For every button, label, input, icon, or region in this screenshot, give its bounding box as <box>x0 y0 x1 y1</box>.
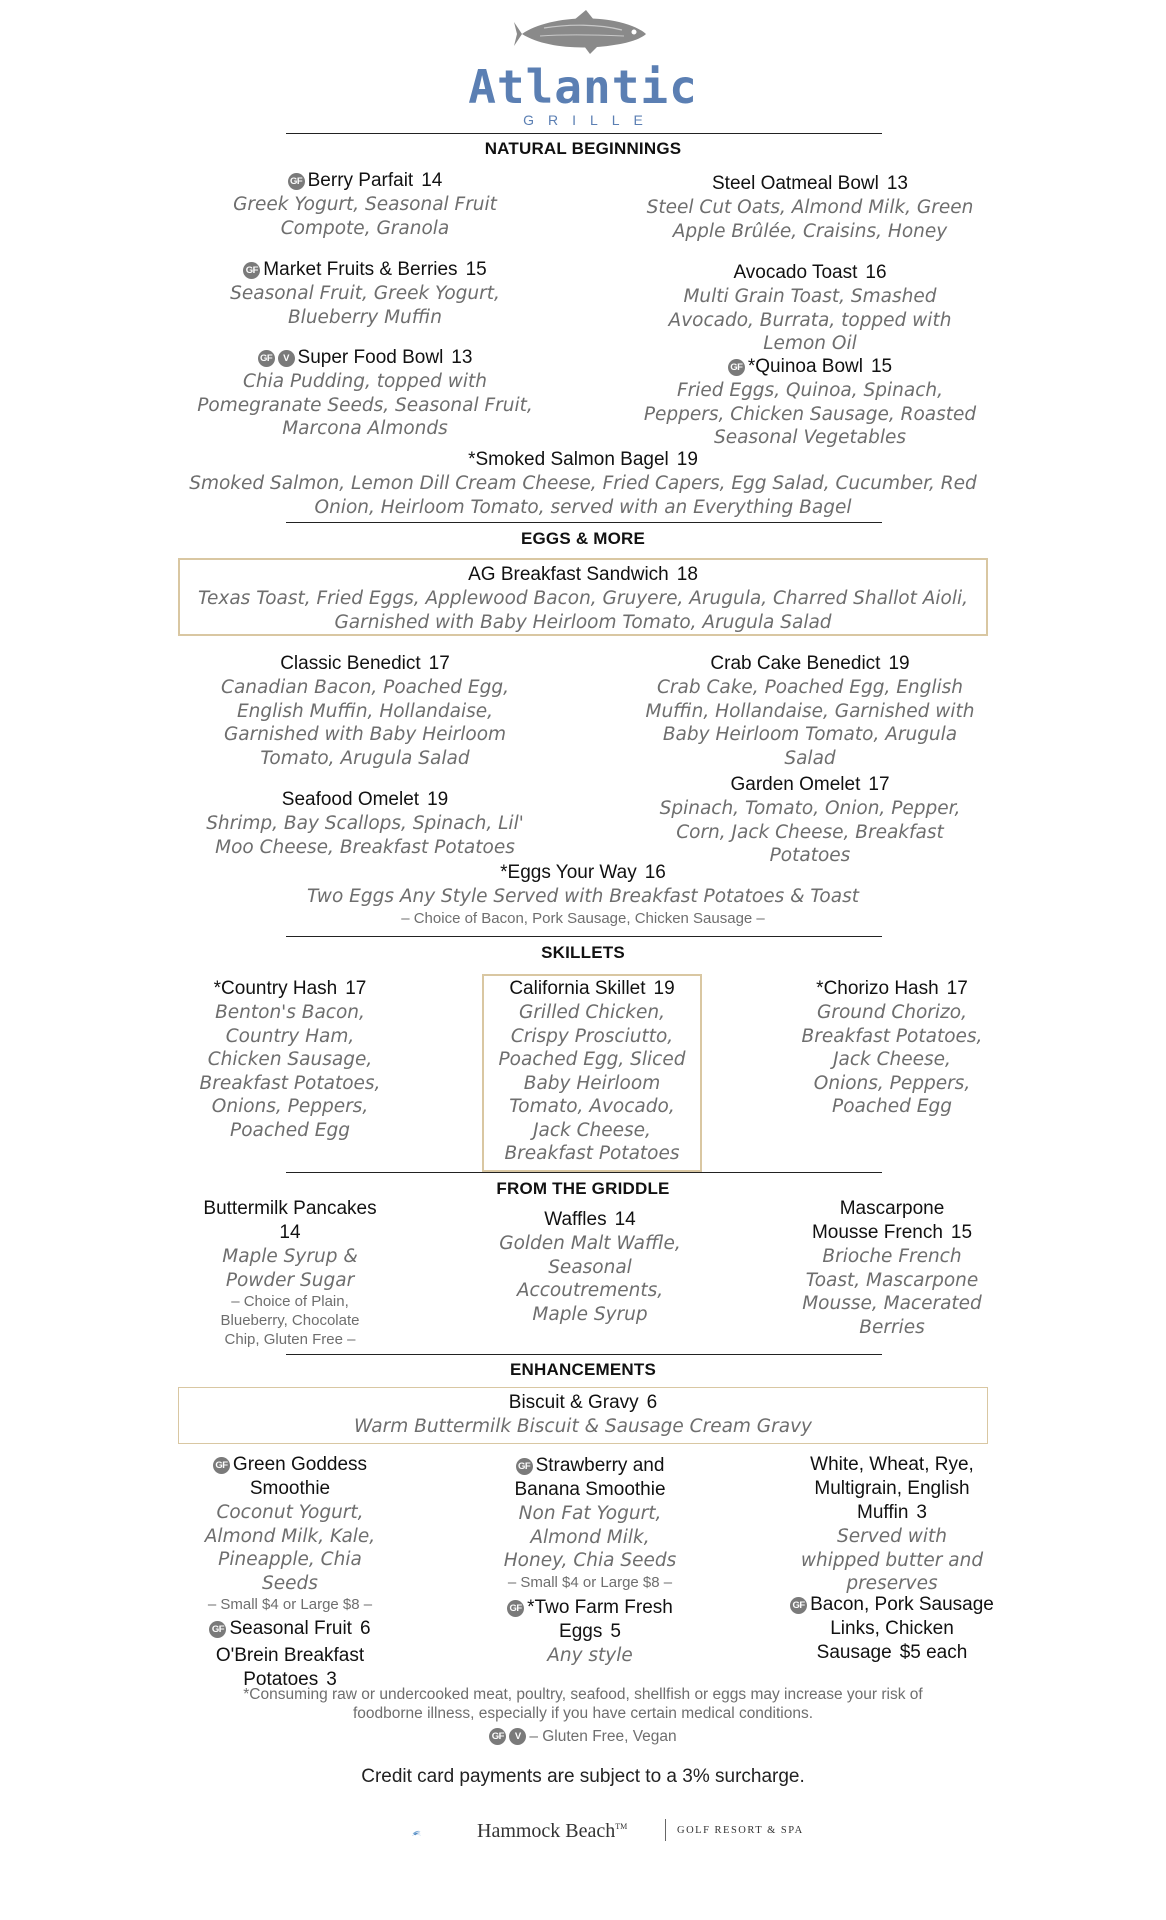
item-description: Garnished with Baby Heirloom <box>223 724 507 745</box>
item-price: 14 <box>421 170 443 191</box>
item-price: 5 <box>610 1621 621 1642</box>
item-description: Seasonal <box>548 1256 632 1278</box>
menu-item-chorizo-hash <box>772 977 1012 1119</box>
menu-item-eggs-your-way <box>160 861 1006 928</box>
item-description: Avocado, Burrata, topped with <box>668 309 952 331</box>
item-note: – Choice of Plain, <box>231 1293 349 1310</box>
item-description: Toast, Mascarpone <box>805 1269 979 1291</box>
menu-item-super-food-bowl <box>180 346 550 441</box>
item-name: Seasonal Fruit <box>229 1618 352 1639</box>
trademark-mark: TM <box>615 1822 628 1831</box>
vegan-icon: V <box>509 1728 526 1745</box>
menu-item-seasonal-fruit <box>170 1617 410 1641</box>
item-note: Chip, Gluten Free – <box>224 1331 356 1348</box>
menu-item-classic-benedict <box>180 652 550 770</box>
item-description: Steel Cut Oats, Almond Milk, Green <box>646 197 974 218</box>
item-name: Bacon, Pork Sausage <box>810 1594 994 1615</box>
section-rule <box>286 522 882 523</box>
item-description: Almond Milk, Kale, <box>204 1525 376 1547</box>
item-price: 15 <box>870 356 893 377</box>
item-description: Jack Cheese, <box>533 1119 651 1141</box>
consumer-advisory-line: foodborne illness, especially if you have certain medical conditions. <box>352 1705 814 1722</box>
item-description: Seeds <box>262 1572 318 1594</box>
item-price: 6 <box>646 1392 658 1413</box>
menu-item-mascarpone-mousse-french <box>772 1197 1012 1339</box>
item-price: 15 <box>465 259 487 280</box>
brand-subtitle: GRILLE <box>523 112 657 128</box>
item-description: Spinach, Tomato, Onion, Pepper, <box>659 798 961 819</box>
item-description: Berries <box>859 1316 925 1338</box>
item-name: *Two Farm Fresh <box>527 1597 673 1618</box>
item-name: Steel Oatmeal Bowl <box>712 173 879 194</box>
gluten-free-icon: GF <box>790 1597 807 1614</box>
item-description: Any style <box>547 1645 633 1666</box>
item-name: Seafood Omelet <box>281 789 420 810</box>
item-price: 13 <box>451 347 473 368</box>
gluten-free-icon: GF <box>288 173 305 190</box>
item-name: Eggs <box>559 1621 603 1642</box>
item-name: Potatoes <box>243 1669 319 1690</box>
item-description: Multi Grain Toast, Smashed <box>683 286 937 307</box>
item-name: O'Brein Breakfast <box>215 1645 365 1666</box>
menu-item-garden-omelet <box>620 773 1000 868</box>
section-rule <box>286 1354 882 1355</box>
item-description: Breakfast Potatoes, <box>801 1025 983 1047</box>
item-price: 6 <box>359 1618 371 1639</box>
item-name: Mascarpone <box>839 1198 945 1219</box>
item-description: Benton's Bacon, <box>215 1002 365 1023</box>
gluten-free-icon: GF <box>507 1600 524 1617</box>
item-note: – Small $4 or Large $8 – <box>207 1596 373 1613</box>
item-name: Buttermilk Pancakes <box>203 1198 377 1219</box>
resort-logo-divider <box>665 1819 666 1841</box>
item-description: Lemon Oil <box>763 333 857 354</box>
item-description: Warm Buttermilk Biscuit & Sausage Cream Gravy <box>354 1416 812 1437</box>
menu-item-avocado-toast <box>620 261 1000 356</box>
menu-item-strawberry-banana-smoothie <box>470 1454 710 1592</box>
item-description: Crispy Prosciutto, <box>510 1025 674 1047</box>
item-name: Market Fruits & Berries <box>263 259 458 280</box>
item-name: *Quinoa Bowl <box>747 356 863 377</box>
item-description: Almond Milk, <box>530 1526 650 1548</box>
item-name: Classic Benedict <box>280 653 421 674</box>
gluten-free-icon: GF <box>209 1621 226 1638</box>
item-description: Garnished with Baby Heirloom Tomato, Arugula Salad <box>334 611 832 633</box>
item-description: Chicken Sausage, <box>207 1049 373 1070</box>
item-price: 18 <box>676 564 698 585</box>
item-description: preserves <box>846 1573 938 1594</box>
item-description: Corn, Jack Cheese, Breakfast <box>676 821 944 843</box>
gluten-free-icon: GF <box>243 262 260 279</box>
item-description: Coconut Yogurt, <box>216 1502 364 1523</box>
item-note: – Choice of Bacon, Pork Sausage, Chicken Sausage – <box>401 909 765 927</box>
legend-text: – Gluten Free, Vegan <box>529 1728 677 1745</box>
item-price: 14 <box>279 1222 301 1243</box>
item-description: Seasonal Vegetables <box>713 427 907 448</box>
item-name: Sausage <box>816 1642 892 1663</box>
item-description: Baby Heirloom <box>523 1072 661 1094</box>
fish-logo-icon <box>514 8 659 60</box>
item-description: Brioche French <box>822 1246 962 1267</box>
item-description: Pomegranate Seeds, Seasonal Fruit, <box>197 394 533 416</box>
section-title-from-the-griddle: FROM THE GRIDDLE <box>496 1179 670 1198</box>
item-price: 16 <box>644 862 666 883</box>
item-name: AG Breakfast Sandwich <box>468 564 669 585</box>
item-description: Maple Syrup & <box>222 1246 358 1267</box>
item-description: Non Fat Yogurt, <box>518 1503 662 1524</box>
item-description: Crab Cake, Poached Egg, English <box>656 677 964 698</box>
item-price: 14 <box>614 1209 636 1230</box>
item-name: Berry Parfait <box>307 170 414 191</box>
item-name: *Chorizo Hash <box>816 978 939 999</box>
consumer-advisory <box>200 1685 966 1723</box>
item-name: *Eggs Your Way <box>500 862 637 883</box>
consumer-advisory-line: *Consuming raw or undercooked meat, poultry, seafood, shellfish or eggs may increase your risk of <box>243 1686 923 1703</box>
brand-name: Atlantic <box>468 60 698 114</box>
item-description: Grilled Chicken, <box>518 1002 666 1023</box>
item-description: Tomato, Arugula Salad <box>260 747 470 769</box>
item-price: 16 <box>865 262 887 283</box>
item-description: Onion, Heirloom Tomato, served with an Everything Bagel <box>314 496 852 518</box>
section-title-natural-beginnings: NATURAL BEGINNINGS <box>484 139 682 158</box>
item-name: Waffles <box>544 1209 607 1230</box>
item-description: Potatoes <box>769 845 851 866</box>
item-note: Blueberry, Chocolate <box>220 1312 360 1329</box>
item-name: Banana Smoothie <box>514 1479 666 1500</box>
item-description: Moo Cheese, Breakfast Potatoes <box>215 836 515 858</box>
item-description: whipped butter and <box>800 1549 984 1571</box>
item-name: Smoothie <box>249 1478 331 1499</box>
menu-item-berry-parfait <box>180 169 550 240</box>
section-title-skillets: SKILLETS <box>541 943 625 962</box>
item-description: Salad <box>784 747 836 769</box>
item-price: 19 <box>653 978 675 999</box>
gluten-free-icon: GF <box>258 350 275 367</box>
item-description: Poached Egg, Sliced <box>498 1049 686 1070</box>
hammock-beach-wave-logo-icon <box>412 1808 472 1858</box>
item-name: Multigrain, English <box>814 1478 970 1499</box>
item-name: Super Food Bowl <box>297 347 444 368</box>
resort-name-text: Hammock Beach <box>477 1820 616 1842</box>
surcharge-notice: Credit card payments are subject to a 3% surcharge. <box>361 1766 805 1787</box>
item-description: Mousse, Macerated <box>802 1293 982 1314</box>
menu-item-country-hash <box>170 977 410 1142</box>
item-description: Powder Sugar <box>225 1269 355 1291</box>
item-description: Shrimp, Bay Scallops, Spinach, Lil' <box>206 813 524 834</box>
item-price: $5 each <box>899 1642 968 1663</box>
item-description: Chia Pudding, topped with <box>242 371 488 392</box>
item-description: Blueberry Muffin <box>287 306 442 328</box>
item-description: Country Ham, <box>225 1025 355 1047</box>
item-name: *Smoked Salmon Bagel <box>468 449 669 470</box>
menu-item-bacon-sausage <box>762 1593 1022 1665</box>
item-description: Fried Eggs, Quinoa, Spinach, <box>676 380 943 401</box>
section-rule <box>286 133 882 134</box>
item-description: Poached Egg <box>230 1119 350 1141</box>
item-description: Baby Heirloom Tomato, Arugula <box>662 724 958 745</box>
item-name: *Country Hash <box>213 978 338 999</box>
item-description: Canadian Bacon, Poached Egg, <box>221 677 509 698</box>
gluten-free-icon: GF <box>489 1728 506 1745</box>
item-name: Strawberry and <box>535 1455 665 1476</box>
resort-name <box>477 1820 627 1843</box>
menu-item-two-farm-fresh-eggs <box>470 1596 710 1668</box>
item-price: 19 <box>888 653 910 674</box>
item-description: Poached Egg <box>832 1096 952 1117</box>
item-name: Green Goddess <box>232 1454 368 1475</box>
item-description: Pineapple, Chia <box>218 1549 362 1570</box>
item-description: English Muffin, Hollandaise, <box>236 700 494 722</box>
item-description: Maple Syrup <box>532 1303 648 1325</box>
item-description: Greek Yogurt, Seasonal Fruit <box>233 194 497 215</box>
item-price: 3 <box>326 1669 337 1690</box>
vegan-icon: V <box>278 350 295 367</box>
menu-item-crab-cake-benedict <box>620 652 1000 770</box>
gluten-free-icon: GF <box>728 359 745 376</box>
item-price: 17 <box>946 978 968 999</box>
item-description: Onions, Peppers, <box>813 1072 971 1094</box>
menu-item-toast-selection <box>772 1453 1012 1596</box>
resort-subtitle: GOLF RESORT & SPA <box>677 1825 804 1836</box>
item-name: Avocado Toast <box>733 262 858 283</box>
item-description: Honey, Chia Seeds <box>503 1550 677 1571</box>
section-rule <box>286 936 882 937</box>
item-price: 13 <box>886 173 908 194</box>
gluten-free-icon: GF <box>516 1458 533 1475</box>
menu-item-seafood-omelet <box>180 788 550 859</box>
item-description: Served with <box>837 1526 947 1547</box>
menu-item-market-fruits <box>180 258 550 329</box>
section-title-enhancements: ENHANCEMENTS <box>510 1360 656 1379</box>
menu-item-waffles <box>470 1208 710 1326</box>
gluten-free-icon: GF <box>213 1457 230 1474</box>
item-description: Marcona Almonds <box>282 418 448 439</box>
menu-item-steel-oatmeal-bowl <box>620 172 1000 243</box>
item-price: 15 <box>950 1222 973 1243</box>
item-name: California Skillet <box>509 978 646 999</box>
menu-item-green-goddess-smoothie <box>170 1453 410 1614</box>
item-description: Smoked Salmon, Lemon Dill Cream Cheese, Fried Capers, Egg Salad, Cucumber, Red <box>189 473 977 494</box>
menu-item-smoked-salmon-bagel <box>160 448 1006 519</box>
dietary-legend <box>0 1728 1166 1746</box>
item-description: Breakfast Potatoes <box>504 1143 680 1164</box>
menu-item-biscuit-and-gravy <box>180 1391 986 1439</box>
item-price: 17 <box>868 774 890 795</box>
item-name: Mousse French <box>811 1222 943 1243</box>
menu-item-ag-breakfast-sandwich <box>180 563 986 634</box>
item-name: Muffin <box>857 1502 909 1523</box>
item-note: – Small $4 or Large $8 – <box>507 1573 673 1591</box>
item-description: Breakfast Potatoes, <box>199 1072 381 1094</box>
item-description: Texas Toast, Fried Eggs, Applewood Bacon, Gruyere, Arugula, Charred Shallot Aioli, <box>198 588 968 609</box>
item-price: 3 <box>916 1502 927 1523</box>
item-price: 19 <box>676 449 698 470</box>
item-description: Ground Chorizo, <box>817 1002 967 1023</box>
item-description: Onions, Peppers, <box>211 1096 369 1117</box>
item-description: Apple Brûlée, Craisins, Honey <box>672 220 948 242</box>
item-description: Golden Malt Waffle, <box>499 1233 681 1254</box>
item-description: Jack Cheese, <box>833 1049 951 1070</box>
item-description: Accoutrements, <box>516 1280 664 1301</box>
item-name: Links, Chicken <box>830 1618 954 1639</box>
item-description: Tomato, Avocado, <box>509 1096 675 1117</box>
item-name: Biscuit & Gravy <box>508 1392 639 1413</box>
section-title-eggs-and-more: EGGS & MORE <box>520 529 646 548</box>
menu-item-quinoa-bowl <box>620 355 1000 450</box>
item-name: Crab Cake Benedict <box>710 653 881 674</box>
item-description: Peppers, Chicken Sausage, Roasted <box>643 403 977 425</box>
item-description: Two Eggs Any Style Served with Breakfast Potatoes & Toast <box>307 886 859 907</box>
item-name: White, Wheat, Rye, <box>810 1454 974 1475</box>
section-rule <box>286 1172 882 1173</box>
item-price: 17 <box>345 978 367 999</box>
item-description: Compote, Granola <box>280 217 450 239</box>
item-description: Seasonal Fruit, Greek Yogurt, <box>230 283 500 304</box>
menu-item-buttermilk-pancakes <box>170 1197 410 1349</box>
item-description: Muffin, Hollandaise, Garnished with <box>645 700 975 722</box>
item-price: 17 <box>428 653 450 674</box>
menu-item-california-skillet <box>484 977 700 1166</box>
item-price: 19 <box>427 789 449 810</box>
item-name: Garden Omelet <box>730 774 861 795</box>
